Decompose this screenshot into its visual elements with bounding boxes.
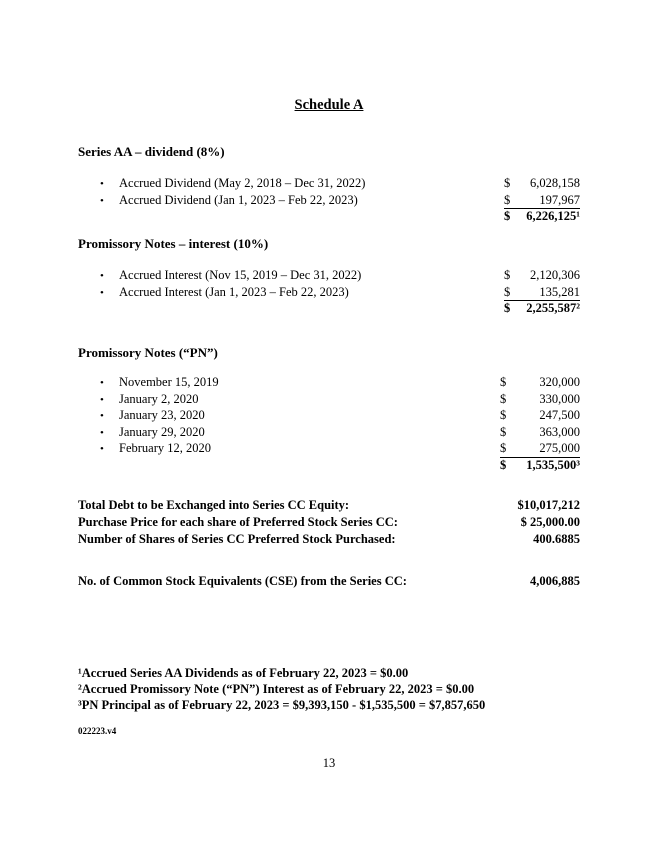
bullet-icon: • bbox=[100, 393, 104, 406]
summary-value: $10,017,212 bbox=[517, 498, 580, 512]
amount-value: 275,000 bbox=[539, 441, 580, 455]
section-total-amount bbox=[500, 457, 580, 474]
currency-symbol: $ bbox=[500, 441, 507, 455]
summary-value: $ 25,000.00 bbox=[520, 515, 580, 529]
section-heading-pn-interest: Promissory Notes – interest (10%) bbox=[78, 236, 269, 251]
line-item-label: January 2, 2020 bbox=[119, 391, 199, 406]
line-item bbox=[78, 374, 580, 391]
line-item bbox=[78, 424, 580, 441]
amount-value: 2,255,587² bbox=[526, 301, 580, 315]
line-item-amount bbox=[504, 284, 580, 302]
section-pn-interest-rows bbox=[78, 267, 580, 317]
summary-label: Number of Shares of Series CC Preferred Stock Purchased: bbox=[78, 532, 396, 546]
currency-symbol: $ bbox=[500, 424, 507, 439]
line-item bbox=[78, 440, 580, 457]
currency-symbol: $ bbox=[500, 375, 507, 389]
amount-value: 2,120,306 bbox=[530, 268, 580, 282]
line-item-label: February 12, 2020 bbox=[119, 441, 211, 455]
line-item-amount bbox=[500, 440, 580, 458]
summary-block bbox=[78, 497, 580, 548]
bullet-icon: • bbox=[100, 426, 104, 439]
section-series-aa-rows bbox=[78, 175, 580, 225]
line-item-label: January 23, 2020 bbox=[119, 408, 205, 422]
section-total bbox=[78, 457, 580, 474]
line-item-label: Accrued Dividend (Jan 1, 2023 – Feb 22, 2023) bbox=[119, 192, 358, 207]
bullet-icon: • bbox=[100, 178, 104, 190]
line-item bbox=[78, 267, 580, 284]
summary-value: 400.6885 bbox=[533, 532, 580, 546]
line-item-amount bbox=[500, 407, 580, 424]
summary-row bbox=[78, 514, 580, 531]
line-item-label: November 15, 2019 bbox=[119, 375, 219, 389]
amount-value: 6,028,158 bbox=[530, 176, 580, 190]
line-item bbox=[78, 407, 580, 424]
bullet-icon: • bbox=[100, 270, 104, 282]
line-item-amount bbox=[500, 391, 580, 408]
currency-symbol: $ bbox=[500, 391, 507, 406]
line-item-amount bbox=[500, 374, 580, 391]
line-item-amount bbox=[504, 192, 580, 210]
section-total-amount bbox=[504, 208, 580, 225]
currency-symbol: $ bbox=[504, 209, 511, 223]
document-version: 022223.v4 bbox=[78, 726, 117, 736]
line-item bbox=[78, 192, 580, 209]
amount-value: 363,000 bbox=[539, 424, 580, 439]
cse-block bbox=[78, 573, 580, 590]
line-item-label: Accrued Interest (Nov 15, 2019 – Dec 31, 2022) bbox=[119, 268, 362, 282]
summary-label: Total Debt to be Exchanged into Series CC Equity: bbox=[78, 498, 350, 512]
cse-value: 4,006,885 bbox=[530, 574, 580, 588]
currency-symbol: $ bbox=[504, 284, 511, 299]
footnotes bbox=[78, 665, 618, 713]
line-item-label: Accrued Interest (Jan 1, 2023 – Feb 22, 2023) bbox=[119, 284, 349, 299]
line-item-amount bbox=[504, 175, 580, 192]
line-item-amount bbox=[504, 267, 580, 284]
currency-symbol: $ bbox=[500, 408, 507, 422]
section-total-amount bbox=[504, 300, 580, 317]
line-item-label: Accrued Dividend (May 2, 2018 – Dec 31, 2022) bbox=[119, 176, 366, 190]
cse-row bbox=[78, 573, 580, 590]
currency-symbol: $ bbox=[504, 301, 511, 315]
currency-symbol: $ bbox=[504, 192, 511, 207]
summary-row bbox=[78, 531, 580, 548]
cse-label: No. of Common Stock Equivalents (CSE) from the Series CC: bbox=[78, 574, 407, 588]
summary-row bbox=[78, 497, 580, 514]
line-item-label: January 29, 2020 bbox=[119, 424, 205, 439]
bullet-icon: • bbox=[100, 443, 104, 455]
footnote: ¹Accrued Series AA Dividends as of February 22, 2023 = $0.00 bbox=[78, 666, 409, 680]
currency-symbol: $ bbox=[500, 457, 507, 472]
page-number: 13 bbox=[322, 756, 336, 770]
bullet-icon: • bbox=[100, 377, 104, 389]
amount-value: 1,535,500³ bbox=[526, 457, 580, 472]
section-total bbox=[78, 208, 580, 225]
line-item-amount bbox=[500, 424, 580, 441]
amount-value: 247,500 bbox=[539, 408, 580, 422]
section-heading-pn: Promissory Notes (“PN”) bbox=[78, 345, 218, 360]
bullet-icon: • bbox=[100, 286, 104, 299]
section-total bbox=[78, 300, 580, 317]
currency-symbol: $ bbox=[504, 268, 511, 282]
amount-value: 320,000 bbox=[539, 375, 580, 389]
amount-value: 330,000 bbox=[539, 391, 580, 406]
section-heading-series-aa: Series AA – dividend (8%) bbox=[78, 144, 225, 159]
section-pn-rows bbox=[78, 374, 580, 473]
footnote: ²Accrued Promissory Note (“PN”) Interest as of February 22, 2023 = $0.00 bbox=[78, 682, 475, 696]
summary-label: Purchase Price for each share of Preferred Stock Series CC: bbox=[78, 515, 398, 529]
currency-symbol: $ bbox=[504, 176, 511, 190]
page-title: Schedule A bbox=[294, 97, 364, 113]
line-item bbox=[78, 391, 580, 408]
bullet-icon: • bbox=[100, 194, 104, 207]
amount-value: 6,226,125¹ bbox=[526, 209, 580, 223]
bullet-icon: • bbox=[100, 410, 104, 422]
line-item bbox=[78, 175, 580, 192]
amount-value: 197,967 bbox=[539, 192, 580, 207]
amount-value: 135,281 bbox=[539, 284, 580, 299]
footnote: ³PN Principal as of February 22, 2023 = $9,393,150 - $1,535,500 = $7,857,650 bbox=[78, 698, 486, 712]
line-item bbox=[78, 284, 580, 301]
